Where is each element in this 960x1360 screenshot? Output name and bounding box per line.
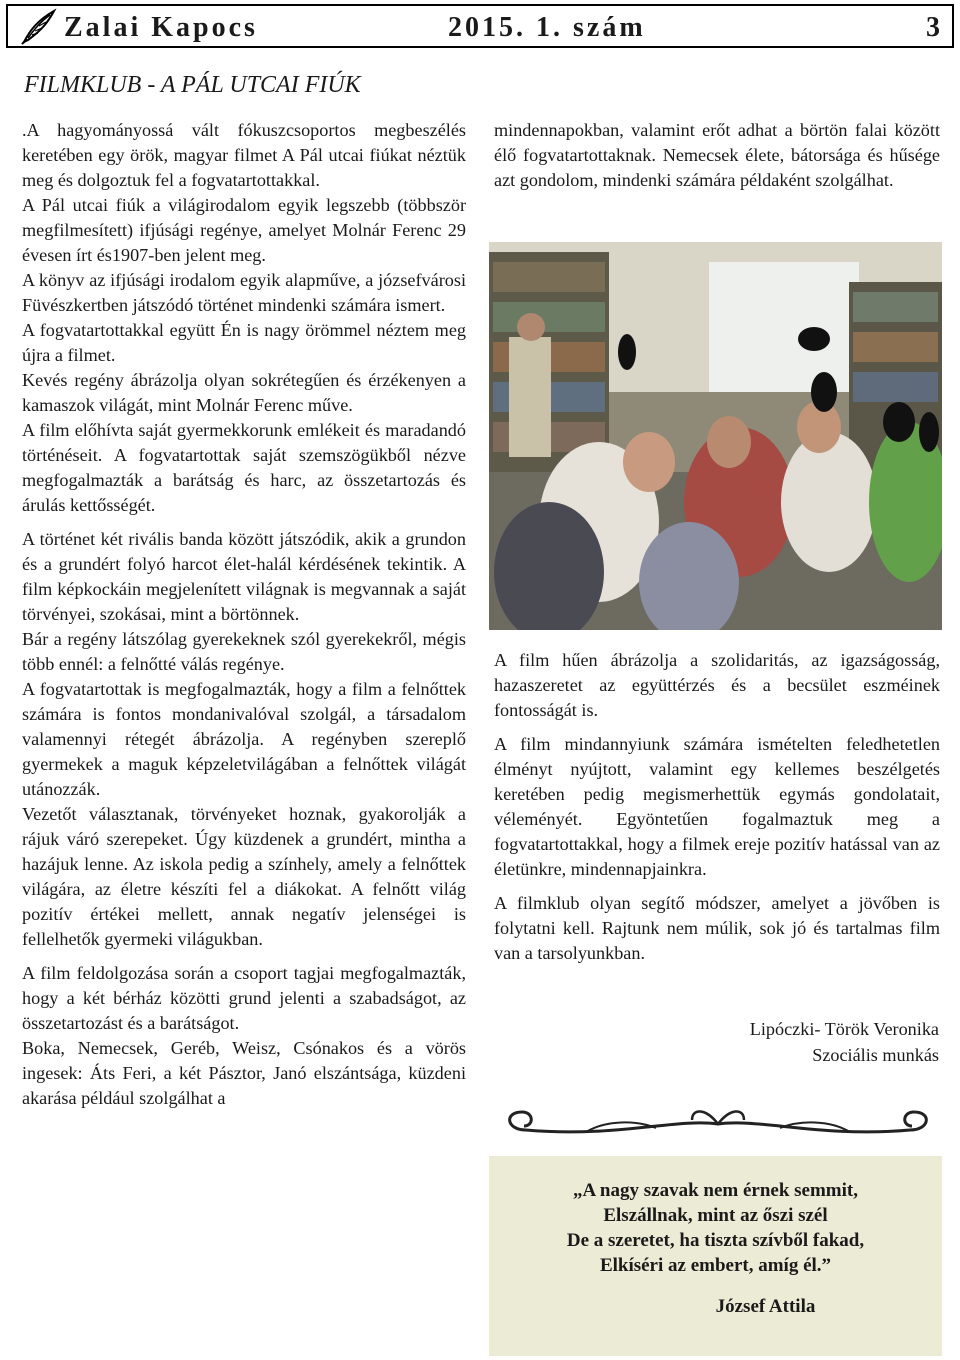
- poem-author: József Attila: [715, 1296, 816, 1317]
- poem-quote-box: [489, 1156, 942, 1356]
- paragraph: Vezetőt választanak, törvényeket hoznak, gyakorolják a rájuk váró szerepeket. Úgy küzdenek a grundért, mintha a hazájuk lenne. Az iskola pedig a színhely, amely a felnőttek világára, az életre készíti fel a diákokat. A felnőtt világ pozitív értékei mellett, annak negatív jelenségei is fellelhetők gyermeki világukban.: [22, 804, 466, 949]
- paragraph: .A hagyományossá vált fókuszcsoportos megbeszélés keretében egy örök, magyar filmet A Pál utcai fiúkat néztük meg és dolgoztuk fel a fogvatartottakkal.: [22, 120, 466, 190]
- page-header: [6, 4, 954, 48]
- author-name: Lipóczki- Török Veronika: [749, 1019, 939, 1039]
- paragraph: A film mindannyiunk számára ismételten feledhetetlen élményt nyújtott, valamint egy kellemes beszélgetés keretében pedig megismerhettük egymás gondolatait, véleményét. Egyöntetűen fogalmaztuk meg a fogvatartottakkal, hogy a filmek ereje pozitív hatással van az életünkre, mindennapjainkra.: [494, 734, 940, 879]
- paragraph: A film feldolgozása során a csoport tagjai megfogalmazták, hogy a két bérház közötti grund jelenti a szabadságot, az összetartozást és a barátságot.: [22, 963, 466, 1033]
- ornament-divider-icon: [496, 1100, 940, 1148]
- right-column-bottom: [494, 648, 940, 966]
- issue-number: 2015. 1. szám: [448, 12, 646, 43]
- paragraph: A történet két rivális banda között játszódik, akik a grundon és a grundért folyó harcot élet-halál kérdésének tekintik. A film képkockáin megjelenített világnak is megvannak a saját törvényei, szokásai, mint a börtönnek.: [22, 529, 466, 624]
- author-role: Szociális munkás: [812, 1045, 939, 1065]
- paragraph: Bár a regény látszólag gyerekeknek szól gyerekekről, mégis több ennél: a felnőtté válás regénye.: [22, 629, 466, 674]
- paragraph: A fogvatartottak is megfogalmazták, hogy a film a felnőttek számára is fontos mondanivalóval szolgál, a társadalom valamennyi rétegét ábrázolja. A regényben szereplő gyermekek a maguk képzeletvilágában a felnőttek világát utánozzák.: [22, 679, 466, 799]
- paragraph: A filmklub olyan segítő módszer, amelyet a jövőben is folytatni kell. Rajtunk nem múlik, sok jó és tartalmas film van a tarsolyunkban.: [494, 893, 940, 963]
- filmclub-photo: [489, 242, 942, 630]
- paragraph: A könyv az ifjúsági irodalom egyik alapműve, a józsefvárosi Füvészkertben játszódó történet mindenki számára ismert.: [22, 270, 466, 315]
- page-number: 3: [926, 12, 940, 43]
- article-title: FILMKLUB - A PÁL UTCAI FIÚK: [24, 72, 361, 98]
- quill-logo-icon: [18, 8, 60, 46]
- poem-line: Elkíséri az embert, amíg él.”: [599, 1255, 832, 1276]
- poem-line: „A nagy szavak nem érnek semmit,: [573, 1180, 858, 1201]
- newsletter-title: Zalai Kapocs: [64, 12, 258, 43]
- paragraph: A Pál utcai fiúk a világirodalom egyik legszebb (többször megfilmesített) ifjúsági regénye, amelyet Molnár Ferenc 29 évesen írt és1907-ben jelent meg.: [22, 195, 466, 265]
- paragraph: mindennapokban, valamint erőt adhat a börtön falai között élő fogvatartottaknak. Nemecsek élete, bátorsága és hűsége azt gondolom, mindenki számára példaként szolgálhat.: [494, 120, 940, 190]
- paragraph: A fogvatartottakkal együtt Én is nagy örömmel néztem meg újra a filmet.: [22, 320, 466, 365]
- right-column-top: [494, 118, 940, 193]
- paragraph: A film hűen ábrázolja a szolidaritás, az igazságosság, hazaszeretet az együttérzés és a becsület eszméinek fontosságát is.: [494, 650, 940, 720]
- left-column: [22, 118, 466, 1111]
- paragraph: Boka, Nemecsek, Geréb, Weisz, Csónakos és a vörös ingesek: Áts Feri, a két Pásztor, Janó elszántsága, küzdeni akarása például szolgálhat a: [22, 1038, 466, 1108]
- poem-line: Elszállnak, mint az őszi szél: [603, 1205, 828, 1226]
- paragraph: A film előhívta saját gyermekkorunk emlékeit és maradandó történéseit. A fogvatartottak saját szemszögükből nézve megfogalmazták a barátság és harc, az összetartozás és árulás kettősségét.: [22, 420, 466, 515]
- paragraph: Kevés regény ábrázolja olyan sokrétegűen és érzékenyen a kamaszok világát, mint Molnár Ferenc műve.: [22, 370, 466, 415]
- poem-line: De a szeretet, ha tiszta szívből fakad,: [566, 1230, 865, 1251]
- author-signature: [750, 1016, 939, 1068]
